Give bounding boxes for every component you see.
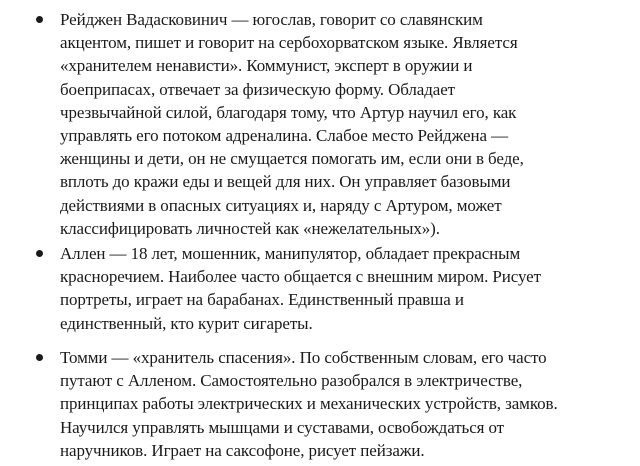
bullet-dot-icon	[36, 250, 43, 257]
text-line: чрезвычайной силой, благодаря тому, что Артур научил его, как	[60, 102, 517, 122]
text-line: наручников. Играет на саксофоне, рисует пейзажи.	[60, 440, 425, 460]
text-line: Аллен — 18 лет, мошенник, манипулятор, обладает прекрасным	[60, 244, 521, 263]
list-item	[60, 8, 630, 240]
text-line: путают с Алленом. Самостоятельно разобрался в электричестве,	[60, 371, 523, 391]
text-line: принципах работы электрических и механических устройств, замков.	[60, 394, 558, 414]
text-line: портреты, играет на барабанах. Единственный правша и	[60, 290, 464, 310]
text-line: боеприпасах, отвечает за физическую форму. Обладает	[60, 79, 455, 99]
text-line: вплоть до кражи еды и вещей для них. Он управляет базовыми	[60, 172, 511, 192]
bullet-dot-icon	[36, 16, 43, 23]
list-item	[60, 346, 630, 462]
text-line: Томми — «хранитель спасения». По собственным словам, его часто	[60, 348, 547, 367]
list-item	[60, 242, 630, 335]
text-line: управлять его потоком адреналина. Слабое место Рейджена —	[60, 126, 508, 146]
text-line: Рейджен Вадасковинич — югослав, говорит со славянским	[60, 10, 483, 29]
text-line: акцентом, пишет и говорит на сербохорватском языке. Является	[60, 33, 518, 53]
text-line: Научился управлять мышцами и суставами, освобождаться от	[60, 417, 505, 437]
bullet-dot-icon	[36, 354, 43, 361]
text-line: действиями в опасных ситуациях и, наряду с Артуром, может	[60, 195, 502, 215]
text-line: женщины и дети, он не смущается помогать им, если они в беде,	[60, 149, 524, 169]
text-line: классифицировать личностей как «нежелательных»).	[60, 218, 440, 238]
text-line: красноречием. Наиболее часто общается с внешним миром. Рисует	[60, 267, 541, 287]
text-line: «хранителем ненависти». Коммунист, эксперт в оружии и	[60, 56, 473, 76]
text-line: единственный, кто курит сигареты.	[60, 313, 313, 333]
